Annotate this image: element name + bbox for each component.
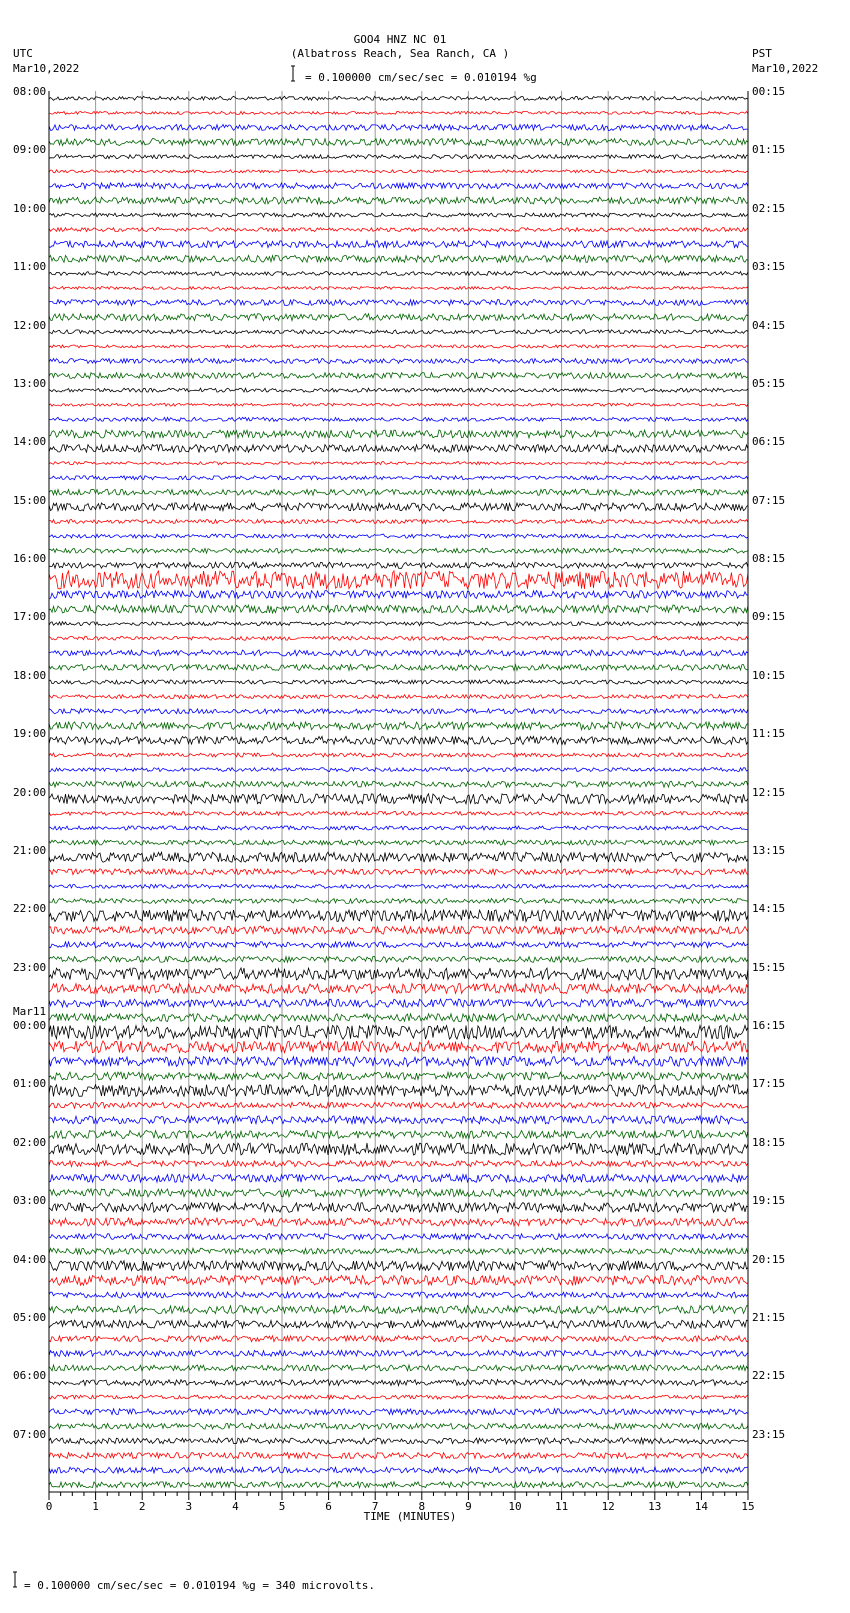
scale-label: = 0.100000 cm/sec/sec = 0.010194 %g bbox=[305, 71, 537, 84]
trace-85 bbox=[49, 1336, 748, 1342]
trace-15 bbox=[49, 314, 748, 321]
left-hour-label: 05:00 bbox=[13, 1310, 47, 1324]
right-hour-label: 03:15 bbox=[752, 260, 786, 274]
trace-74 bbox=[49, 1174, 748, 1182]
x-tick-label: 7 bbox=[371, 1500, 379, 1513]
trace-48 bbox=[49, 794, 748, 804]
right-hour-label: 17:15 bbox=[752, 1077, 786, 1091]
left-day-marker: Mar11 bbox=[13, 1005, 47, 1018]
trace-54 bbox=[49, 884, 748, 888]
right-hour-label: 20:15 bbox=[752, 1252, 786, 1266]
x-axis-label: TIME (MINUTES) bbox=[363, 1510, 457, 1523]
trace-72 bbox=[49, 1143, 748, 1155]
trace-93 bbox=[49, 1453, 748, 1459]
trace-27 bbox=[49, 489, 748, 495]
left-hour-label: 12:00 bbox=[13, 318, 47, 332]
trace-66 bbox=[49, 1057, 748, 1067]
trace-8 bbox=[49, 213, 748, 217]
trace-45 bbox=[49, 753, 748, 757]
trace-10 bbox=[49, 241, 748, 248]
trace-1 bbox=[49, 111, 748, 114]
left-hour-label: 13:00 bbox=[13, 376, 47, 390]
trace-28 bbox=[49, 503, 748, 511]
trace-22 bbox=[49, 417, 748, 421]
left-timezone: UTC bbox=[13, 47, 33, 60]
right-hour-label: 02:15 bbox=[752, 201, 786, 215]
trace-92 bbox=[49, 1438, 748, 1444]
left-hour-label: 00:00 bbox=[13, 1019, 47, 1032]
trace-67 bbox=[49, 1072, 748, 1080]
right-hour-label: 23:15 bbox=[752, 1427, 786, 1441]
right-hour-label: 04:15 bbox=[752, 318, 786, 332]
trace-64 bbox=[49, 1025, 748, 1039]
trace-59 bbox=[49, 956, 748, 962]
left-hour-label: 11:00 bbox=[13, 260, 47, 274]
trace-62 bbox=[49, 999, 748, 1007]
trace-25 bbox=[49, 462, 748, 465]
trace-38 bbox=[49, 650, 748, 656]
trace-81 bbox=[49, 1275, 748, 1285]
trace-11 bbox=[49, 255, 748, 262]
trace-55 bbox=[49, 899, 748, 904]
x-tick-label: 8 bbox=[418, 1500, 426, 1513]
trace-26 bbox=[49, 476, 748, 480]
trace-46 bbox=[49, 768, 748, 772]
trace-3 bbox=[49, 139, 748, 146]
trace-57 bbox=[49, 926, 748, 934]
trace-29 bbox=[49, 520, 748, 524]
right-hour-label: 07:15 bbox=[752, 493, 786, 507]
scale-bar-footer bbox=[13, 1572, 17, 1587]
trace-84 bbox=[49, 1320, 748, 1328]
left-hour-label: 06:00 bbox=[13, 1369, 47, 1383]
trace-83 bbox=[49, 1306, 748, 1314]
left-hour-label: 07:00 bbox=[13, 1427, 47, 1441]
x-tick-label: 5 bbox=[278, 1500, 286, 1513]
right-hour-label: 01:15 bbox=[752, 143, 786, 157]
trace-86 bbox=[49, 1350, 748, 1356]
trace-4 bbox=[49, 155, 748, 159]
x-tick-label: 1 bbox=[92, 1500, 99, 1513]
trace-87 bbox=[49, 1365, 748, 1371]
left-hour-label: 20:00 bbox=[13, 785, 47, 799]
trace-36 bbox=[49, 622, 748, 626]
right-hour-label: 18:15 bbox=[752, 1135, 786, 1149]
x-tick-label: 6 bbox=[325, 1500, 332, 1513]
trace-51 bbox=[49, 840, 748, 845]
x-tick-label: 9 bbox=[465, 1500, 472, 1513]
right-hour-label: 16:15 bbox=[752, 1019, 786, 1032]
x-tick-label: 3 bbox=[185, 1500, 193, 1513]
x-tick-label: 0 bbox=[45, 1500, 53, 1513]
left-hour-label: 18:00 bbox=[13, 668, 47, 682]
trace-43 bbox=[49, 722, 748, 730]
trace-33 bbox=[49, 571, 748, 589]
trace-56 bbox=[49, 910, 748, 922]
trace-41 bbox=[49, 695, 748, 699]
trace-73 bbox=[49, 1161, 748, 1167]
trace-5 bbox=[49, 170, 748, 173]
x-tick-label: 12 bbox=[601, 1500, 615, 1513]
trace-94 bbox=[49, 1467, 748, 1473]
right-hour-label: 15:15 bbox=[752, 960, 786, 974]
trace-52 bbox=[49, 852, 748, 862]
left-hour-label: 02:00 bbox=[13, 1135, 47, 1149]
right-hour-label: 14:15 bbox=[752, 902, 786, 916]
x-tick-label: 10 bbox=[508, 1500, 522, 1513]
trace-68 bbox=[49, 1085, 748, 1097]
left-hour-label: 14:00 bbox=[13, 435, 47, 449]
right-hour-label: 08:15 bbox=[752, 552, 786, 565]
trace-49 bbox=[49, 811, 748, 815]
right-hour-label: 22:15 bbox=[752, 1369, 786, 1383]
right-date: Mar10,2022 bbox=[752, 62, 819, 75]
trace-90 bbox=[49, 1409, 748, 1415]
trace-70 bbox=[49, 1116, 748, 1124]
left-date: Mar10,2022 bbox=[13, 62, 80, 75]
station-title: GOO4 HNZ NC 01 bbox=[353, 33, 447, 46]
trace-76 bbox=[49, 1203, 748, 1213]
trace-63 bbox=[49, 1014, 748, 1022]
left-hour-label: 22:00 bbox=[13, 902, 47, 916]
trace-89 bbox=[49, 1395, 748, 1399]
left-hour-label: 19:00 bbox=[13, 727, 47, 741]
trace-95 bbox=[49, 1482, 748, 1488]
x-tick-label: 4 bbox=[232, 1500, 239, 1513]
left-hour-label: 15:00 bbox=[13, 493, 47, 507]
right-hour-label: 21:15 bbox=[752, 1310, 786, 1324]
x-tick-label: 13 bbox=[648, 1500, 662, 1513]
trace-47 bbox=[49, 781, 748, 787]
right-hour-label: 00:15 bbox=[752, 85, 786, 98]
x-tick-label: 11 bbox=[554, 1500, 569, 1513]
right-hour-label: 10:15 bbox=[752, 668, 786, 682]
trace-9 bbox=[49, 228, 748, 232]
trace-60 bbox=[49, 968, 748, 980]
trace-78 bbox=[49, 1234, 748, 1240]
trace-2 bbox=[49, 125, 748, 131]
left-hour-label: 04:00 bbox=[13, 1252, 47, 1266]
x-tick-label: 2 bbox=[138, 1500, 146, 1513]
trace-82 bbox=[49, 1292, 748, 1298]
left-hour-label: 01:00 bbox=[13, 1077, 47, 1091]
scale-bar-top bbox=[291, 66, 295, 81]
right-hour-label: 11:15 bbox=[752, 727, 786, 741]
trace-24 bbox=[49, 445, 748, 453]
right-hour-label: 12:15 bbox=[752, 785, 786, 799]
left-hour-label: 23:00 bbox=[13, 960, 47, 974]
trace-80 bbox=[49, 1261, 748, 1271]
left-hour-label: 03:00 bbox=[13, 1194, 47, 1208]
trace-6 bbox=[49, 183, 748, 189]
trace-12 bbox=[49, 271, 748, 275]
trace-20 bbox=[49, 388, 748, 392]
left-hour-label: 16:00 bbox=[13, 552, 47, 565]
left-hour-label: 10:00 bbox=[13, 201, 47, 215]
trace-61 bbox=[49, 984, 748, 994]
trace-21 bbox=[49, 403, 748, 406]
trace-30 bbox=[49, 534, 748, 538]
left-hour-label: 08:00 bbox=[13, 85, 47, 98]
trace-65 bbox=[49, 1041, 748, 1053]
trace-91 bbox=[49, 1423, 748, 1429]
trace-13 bbox=[49, 287, 748, 290]
right-hour-label: 19:15 bbox=[752, 1194, 786, 1208]
left-hour-label: 21:00 bbox=[13, 843, 47, 857]
trace-77 bbox=[49, 1218, 748, 1226]
trace-88 bbox=[49, 1380, 748, 1386]
trace-71 bbox=[49, 1131, 748, 1139]
trace-79 bbox=[49, 1248, 748, 1254]
right-timezone: PST bbox=[752, 47, 772, 60]
station-location: (Albatross Reach, Sea Ranch, CA ) bbox=[290, 47, 510, 60]
trace-75 bbox=[49, 1189, 748, 1197]
right-hour-label: 09:15 bbox=[752, 610, 786, 624]
left-hour-label: 17:00 bbox=[13, 610, 47, 624]
trace-0 bbox=[49, 96, 748, 100]
trace-40 bbox=[49, 680, 748, 684]
trace-50 bbox=[49, 826, 748, 830]
trace-35 bbox=[49, 605, 748, 613]
trace-31 bbox=[49, 548, 748, 553]
seismic-traces bbox=[49, 96, 748, 1487]
trace-18 bbox=[49, 359, 748, 364]
trace-34 bbox=[49, 591, 748, 599]
trace-32 bbox=[49, 562, 748, 568]
x-tick-label: 15 bbox=[741, 1500, 755, 1513]
trace-19 bbox=[49, 373, 748, 379]
trace-23 bbox=[49, 430, 748, 438]
footer-scale-note: = 0.100000 cm/sec/sec = 0.010194 %g = 340 microvolts. bbox=[24, 1579, 375, 1592]
x-tick-label: 14 bbox=[694, 1500, 709, 1513]
trace-16 bbox=[49, 330, 748, 334]
trace-58 bbox=[49, 942, 748, 948]
left-hour-label: 09:00 bbox=[13, 143, 47, 157]
right-hour-label: 06:15 bbox=[752, 435, 786, 449]
right-hour-label: 05:15 bbox=[752, 376, 786, 390]
trace-69 bbox=[49, 1102, 748, 1108]
trace-39 bbox=[49, 665, 748, 671]
trace-44 bbox=[49, 736, 748, 744]
trace-42 bbox=[49, 709, 748, 714]
trace-7 bbox=[49, 197, 748, 204]
trace-37 bbox=[49, 636, 748, 640]
trace-53 bbox=[49, 869, 748, 875]
trace-14 bbox=[49, 300, 748, 306]
trace-17 bbox=[49, 345, 748, 348]
right-hour-label: 13:15 bbox=[752, 843, 786, 857]
